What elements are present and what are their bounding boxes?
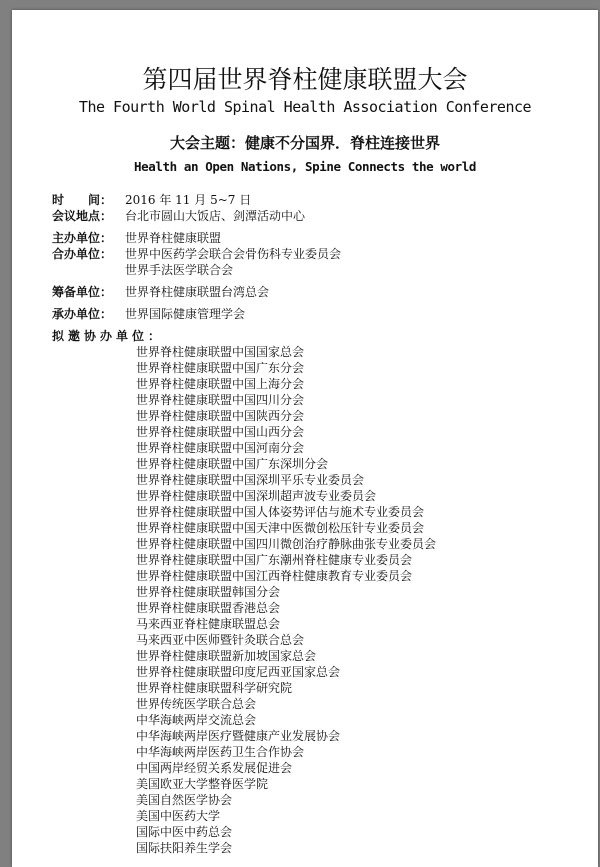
coorganizer-item: 美国中医药大学 <box>136 809 221 823</box>
venue-value: 台北市圆山大饭店、剑潭活动中心 <box>125 209 306 223</box>
coorganizer-item: 美国自然医学协会 <box>136 793 233 807</box>
undertake-label: 承办单位： <box>52 307 113 321</box>
page-title-english: The Fourth World Spinal Health Association Conference <box>78 98 532 116</box>
coorganizer-item: 世界脊柱健康联盟中国四川分会 <box>136 393 305 407</box>
coorganizer-item: 中国两岸经贸关系发展促进会 <box>136 761 293 775</box>
prep-row <box>52 284 592 300</box>
coorganizer-item: 世界脊柱健康联盟中国河南分会 <box>136 441 305 455</box>
venue-row <box>52 208 592 224</box>
coorganizer-item: 世界脊柱健康联盟中国深圳平乐专业委员会 <box>136 473 365 487</box>
coorganizer-item: 世界脊柱健康联盟印度尼西亚国家总会 <box>136 665 341 679</box>
conference-theme: 大会主题：健康不分国界．脊柱连接世界 <box>169 134 440 152</box>
coorganizer-item: 世界脊柱健康联盟科学研究院 <box>136 681 293 695</box>
cohost-value-2: 世界手法医学联合会 <box>125 263 234 277</box>
coorganizer-item: 世界传统医学联合总会 <box>136 697 257 711</box>
coorganizer-item: 世界脊柱健康联盟中国广东深圳分会 <box>136 457 329 471</box>
time-row <box>52 192 592 208</box>
coorganizer-item: 国际扶阳养生学会 <box>136 841 233 855</box>
host-label: 主办单位： <box>52 231 113 245</box>
prep-value: 世界脊柱健康联盟台湾总会 <box>125 285 270 299</box>
coorganizer-item: 国际中医中药总会 <box>136 825 233 839</box>
time-label: 时 间： <box>52 193 113 207</box>
cohost-value-1: 世界中医药学会联合会骨伤科专业委员会 <box>125 247 342 261</box>
coorganizer-item: 世界脊柱健康联盟新加坡国家总会 <box>136 649 317 663</box>
coorganizer-item: 世界脊柱健康联盟韩国分会 <box>136 585 281 599</box>
venue-label: 会议地点： <box>52 209 113 223</box>
document-page <box>12 10 598 867</box>
coorganizer-item: 世界脊柱健康联盟香港总会 <box>136 601 281 615</box>
coorganizer-item: 中华海峡两岸医药卫生合作协会 <box>136 745 305 759</box>
coorganizer-item: 中华海峡两岸医疗暨健康产业发展协会 <box>136 729 341 743</box>
page-title: 第四届世界脊柱健康联盟大会 <box>142 65 468 94</box>
coorganizer-item: 中华海峡两岸交流总会 <box>136 713 257 727</box>
prep-label: 筹备单位： <box>52 285 113 299</box>
conference-info <box>52 192 592 856</box>
coorganizer-item: 世界脊柱健康联盟中国深圳超声波专业委员会 <box>136 489 377 503</box>
coorganizers-list <box>52 344 592 856</box>
coorganizer-item: 世界脊柱健康联盟中国天津中医微创松压针专业委员会 <box>136 521 425 535</box>
coorganizer-item: 马来西亚中医师暨针灸联合总会 <box>136 633 305 647</box>
host-value: 世界脊柱健康联盟 <box>125 231 222 245</box>
time-value: 2016 年 11 月 5~7 日 <box>125 193 252 207</box>
coorganizer-item: 世界脊柱健康联盟中国上海分会 <box>136 377 305 391</box>
coorganizer-item: 世界脊柱健康联盟中国山西分会 <box>136 425 305 439</box>
coorganizer-item: 世界脊柱健康联盟中国国家总会 <box>136 345 305 359</box>
conference-theme-english: Health an Open Nations, Spine Connects the world <box>133 159 477 174</box>
cohost-label: 合办单位： <box>52 247 113 261</box>
undertake-row <box>52 306 592 322</box>
host-row <box>52 230 592 246</box>
coorganizer-item: 世界脊柱健康联盟中国人体姿势评估与施术专业委员会 <box>136 505 425 519</box>
coorganizers-label: 拟邀协办单位： <box>52 329 165 343</box>
undertake-value: 世界国际健康管理学会 <box>125 307 246 321</box>
coorganizer-item: 美国欧亚大学整脊医学院 <box>136 777 269 791</box>
coorganizer-item: 世界脊柱健康联盟中国广东潮州脊柱健康专业委员会 <box>136 553 413 567</box>
coorganizer-item: 世界脊柱健康联盟中国广东分会 <box>136 361 305 375</box>
cohost-row <box>52 246 592 262</box>
coorganizer-item: 马来西亚脊柱健康联盟总会 <box>136 617 281 631</box>
coorganizer-item: 世界脊柱健康联盟中国江西脊柱健康教育专业委员会 <box>136 569 413 583</box>
cohost-row-2 <box>52 262 592 278</box>
coorganizer-item: 世界脊柱健康联盟中国陕西分会 <box>136 409 305 423</box>
coorganizer-item: 世界脊柱健康联盟中国四川微创治疗静脉曲张专业委员会 <box>136 537 437 551</box>
